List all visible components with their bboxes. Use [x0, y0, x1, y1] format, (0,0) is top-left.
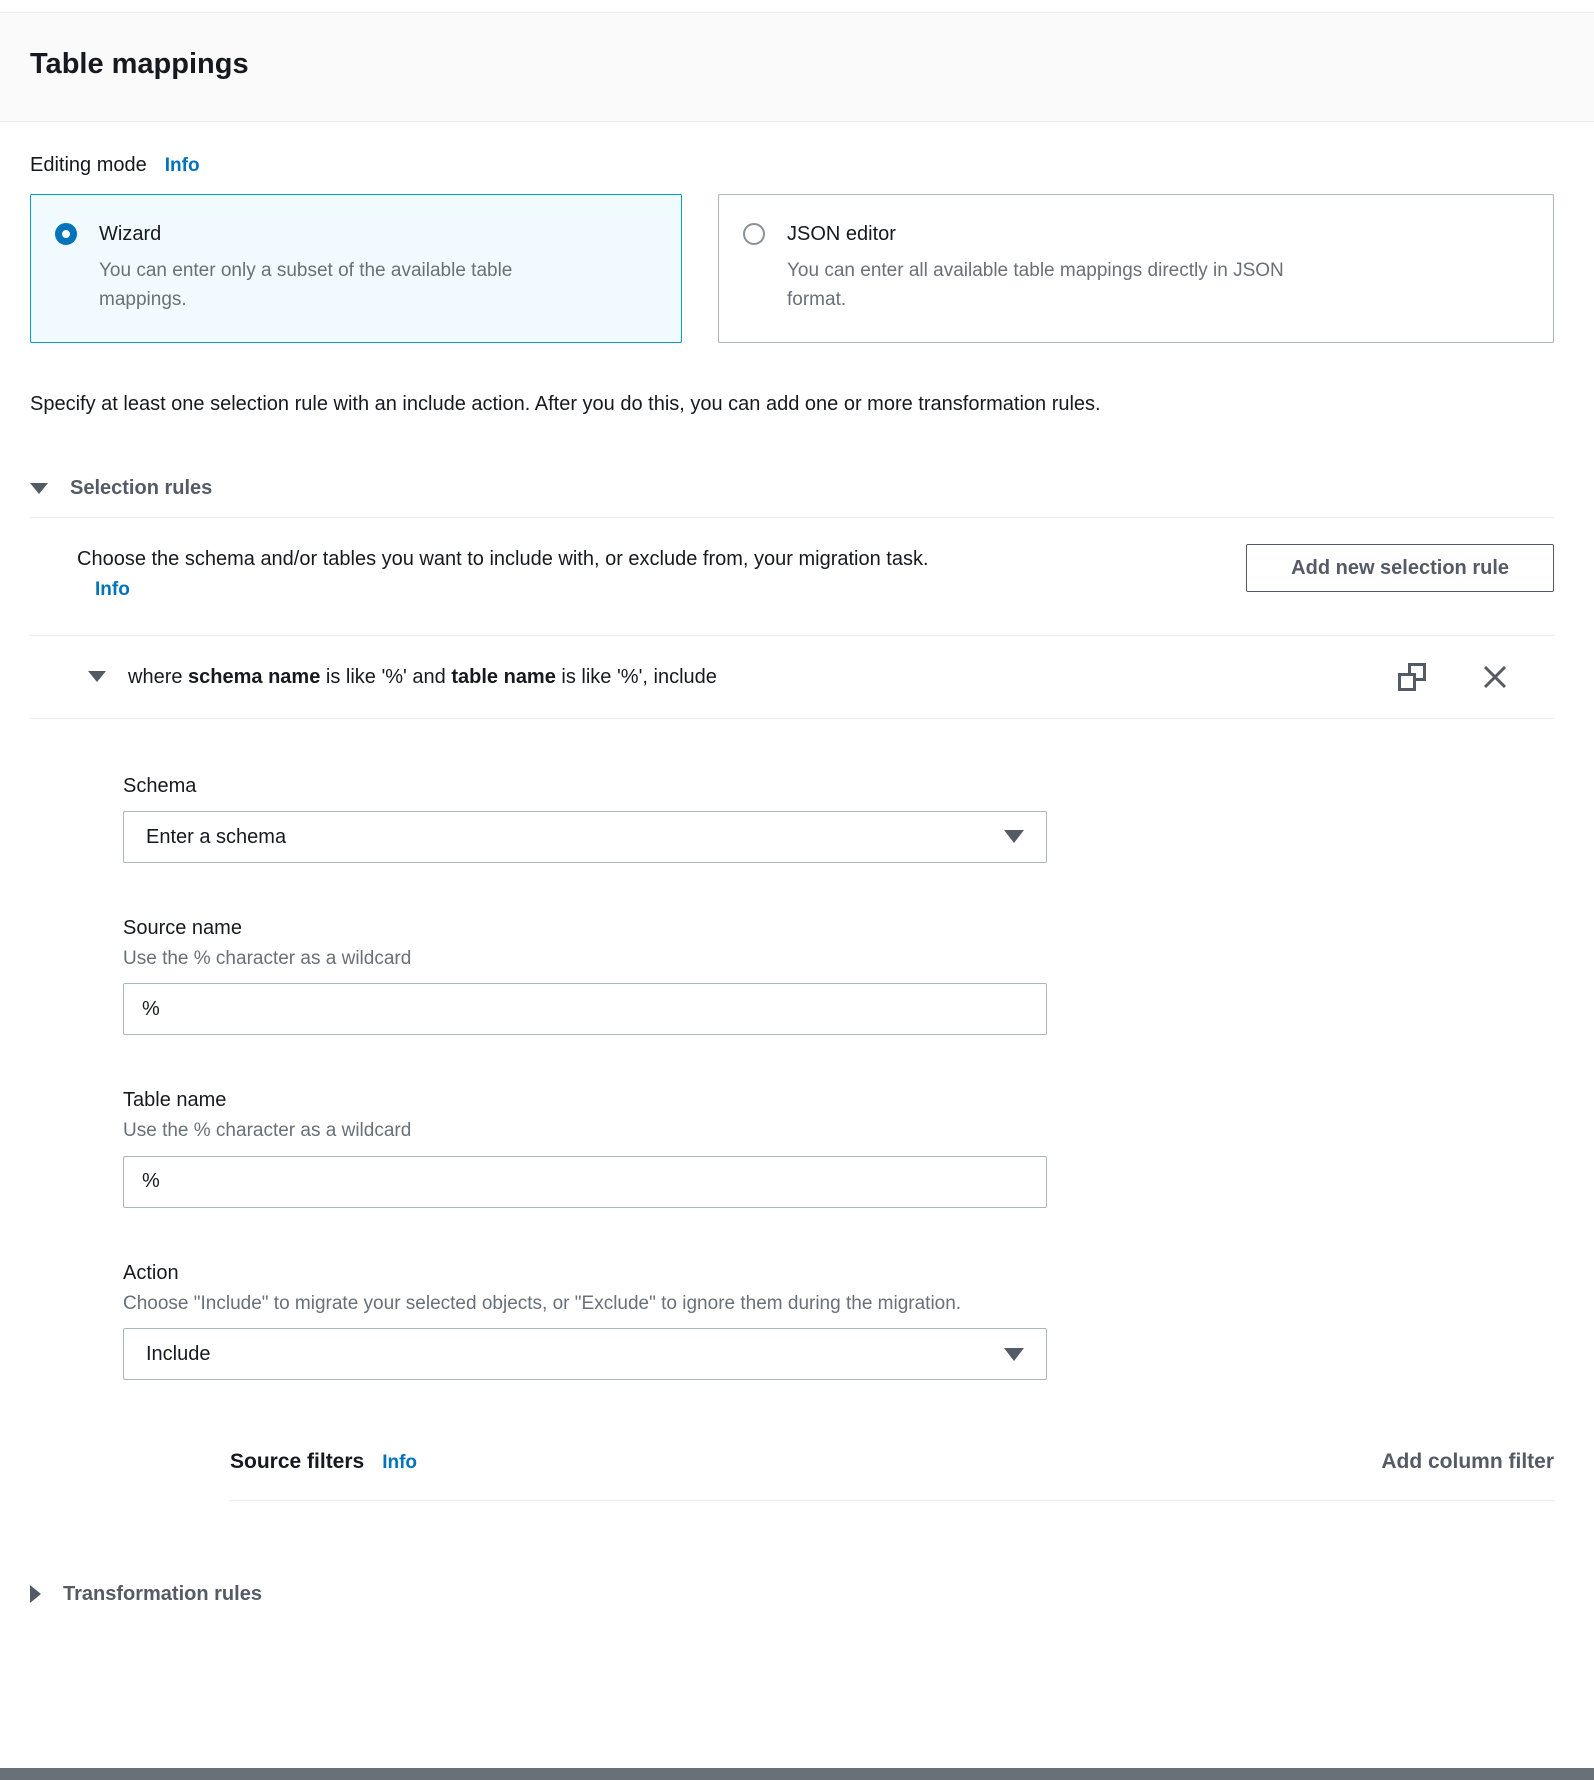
action-select[interactable]	[123, 1328, 1047, 1380]
page-header	[0, 12, 1594, 122]
source-name-label: Source name	[123, 916, 242, 939]
wizard-option-description: You can enter only a subset of the available table mappings.	[99, 260, 513, 310]
editing-mode-options	[30, 194, 1554, 343]
source-filters-section	[230, 1446, 1554, 1501]
dropdown-arrow-icon	[1004, 1348, 1024, 1361]
editing-mode-label: Editing mode	[30, 153, 147, 176]
table-name-input[interactable]	[123, 1156, 1047, 1208]
transformation-rules-section-header[interactable]	[30, 1579, 1554, 1609]
selection-rules-description	[77, 544, 982, 605]
source-name-hint: Use the % character as a wildcard	[123, 947, 412, 969]
divider	[30, 517, 1554, 518]
selection-rule-header	[30, 636, 1554, 718]
intro-text: Specify at least one selection rule with an include action. After you do this, you can add one or more transformation rules.	[30, 393, 1101, 415]
add-selection-rule-button[interactable]: Add new selection rule	[1246, 544, 1554, 592]
table-name-field	[123, 1085, 1554, 1208]
caret-down-icon	[30, 483, 48, 494]
add-column-filter-button[interactable]: Add column filter	[1381, 1450, 1554, 1473]
radio-selected-icon[interactable]	[55, 223, 77, 245]
selection-rules-section-header[interactable]	[30, 473, 1554, 503]
transformation-rules-title: Transformation rules	[63, 1582, 262, 1605]
schema-select[interactable]	[123, 811, 1047, 863]
source-filters-title: Source filters	[230, 1450, 365, 1473]
close-rule-icon[interactable]	[1480, 662, 1510, 692]
divider	[230, 1500, 1554, 1501]
rule-summary-part: where	[128, 665, 189, 688]
copy-rule-icon[interactable]	[1398, 663, 1426, 691]
page-content	[0, 150, 1594, 1609]
wizard-option-head	[55, 219, 657, 249]
rule-summary-schema: schema name	[188, 665, 321, 688]
wizard-option-label: Wizard	[99, 223, 162, 245]
rule-summary-table: table name	[451, 665, 556, 688]
table-name-hint: Use the % character as a wildcard	[123, 1120, 412, 1141]
json-editor-option-description: You can enter all available table mappings directly in JSON format.	[787, 260, 1284, 310]
action-hint: Choose "Include" to migrate your selected objects, or "Exclude" to ignore them during the migration.	[123, 1292, 962, 1314]
schema-select-value: Enter a schema	[146, 825, 287, 848]
source-filters-header	[230, 1446, 1554, 1478]
schema-label: Schema	[123, 774, 197, 797]
json-editor-option-card[interactable]	[718, 194, 1554, 343]
caret-right-icon	[30, 1585, 41, 1603]
editing-mode-info-link[interactable]: Info	[164, 154, 200, 176]
editing-mode-row	[30, 150, 1554, 181]
json-editor-option-label: JSON editor	[787, 223, 896, 245]
footer-bar	[0, 1768, 1594, 1780]
action-select-value: Include	[146, 1343, 211, 1365]
caret-down-icon[interactable]	[88, 671, 106, 682]
selection-rules-info-link[interactable]: Info	[95, 579, 130, 600]
table-name-label: Table name	[123, 1089, 227, 1111]
divider	[30, 718, 1554, 719]
rule-summary-part: is like '%', include	[555, 665, 717, 688]
dropdown-arrow-icon	[1004, 830, 1024, 843]
radio-unselected-icon[interactable]	[743, 223, 765, 245]
page-title: Table mappings	[30, 48, 249, 80]
copy-icon-front	[1398, 673, 1416, 691]
wizard-option-card[interactable]	[30, 194, 682, 343]
rule-summary-part: is like '%' and	[320, 665, 452, 688]
schema-field	[123, 771, 1554, 863]
rule-actions	[1398, 662, 1510, 692]
json-editor-option-head	[743, 219, 1529, 249]
source-name-input[interactable]	[123, 983, 1047, 1035]
selection-rules-description-text: Choose the schema and/or tables you want to include with, or exclude from, your migration task.	[77, 548, 929, 570]
action-field	[123, 1258, 1554, 1381]
selection-rules-title: Selection rules	[70, 477, 213, 499]
selection-rule-summary	[128, 662, 717, 692]
action-label: Action	[123, 1261, 179, 1284]
source-filters-info-link[interactable]: Info	[382, 1452, 418, 1473]
selection-rule-form	[30, 771, 1554, 1501]
source-name-field	[123, 913, 1554, 1036]
selection-rules-toolbar	[30, 544, 1554, 605]
